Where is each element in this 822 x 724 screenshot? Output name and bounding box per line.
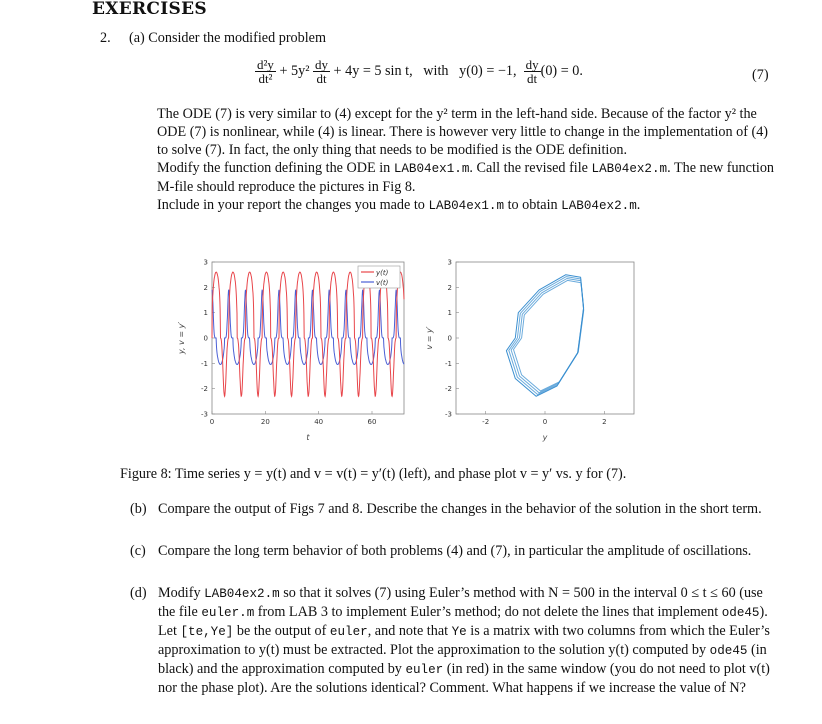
left-legend [358, 266, 400, 288]
eq-ic2: (0) = 0. [540, 62, 583, 79]
d2y-dt2-fraction: $\frac{\text{d²y}}{\text{dt²}}$ [257, 57, 274, 86]
right-ytick-label: -1 [445, 359, 452, 368]
part-a-para3: Include in your report the changes you made to LAB04ex1.m to obtain LAB04ex2.m. [157, 197, 641, 213]
eq-with: with [423, 62, 449, 79]
left-ytick-label: 1 [203, 309, 208, 318]
part-c-text: Compare the long term behavior of both problems (4) and (7), in particular the amplitude of oscillations. [158, 543, 752, 559]
right-ytick-label: -2 [445, 385, 452, 394]
part-b-label: (b) [130, 501, 147, 517]
part-b-text: Compare the output of Figs 7 and 8. Describe the changes in the behavior of the solution in the short term. [158, 501, 762, 517]
right-ytick-label: -3 [445, 410, 452, 419]
left-xtick-label: 0 [209, 418, 215, 426]
legend-v-label: v(t) [376, 279, 389, 287]
right-xlabel: y [542, 433, 548, 442]
left-xlabel: t [306, 433, 310, 442]
right-xtick-label: -2 [482, 418, 490, 426]
right-ytick-label: 0 [447, 334, 452, 343]
left-xtick-label: 20 [260, 418, 270, 426]
left-xtick-label: 60 [367, 418, 377, 426]
section-title: EXERCISES [92, 0, 207, 19]
part-c-label: (c) [130, 543, 146, 559]
figure-8-svg [170, 256, 640, 446]
part-a-para1: The ODE (7) is very similar to (4) except for the y² term in the left-hand side. Because of the factor y² the ODE (7) is nonlinear, while (4) is linear. There is however very little to change in the implementation of (4) to solve (7). In fact, the only thing that needs to be modified is the ODE definition. [157, 106, 769, 158]
part-a-intro-text: Consider the modified problem [148, 30, 327, 46]
eq-rest: + 4y = 5 sin t, [333, 62, 413, 79]
right-ytick-label: 3 [447, 258, 452, 267]
right-xtick-label: 0 [542, 418, 548, 426]
left-ytick-label: 0 [203, 334, 208, 343]
left-ylabel: y, v = y′ [177, 321, 186, 355]
right-xtick-label: 2 [602, 418, 607, 426]
part-a-body [157, 105, 775, 215]
right-ytick-label: 2 [447, 283, 452, 292]
part-d-text: Modify LAB04ex2.m so that it solves (7) using Euler’s method with N = 500 in the interval 0 ≤ t ≤ 60 (use the file euler.m from LAB 3 to implement Euler’s method; do not delete the lines that implement ode45). Let [te,Ye] be the output of euler, and note that Ye is a matrix with two columns from which the Euler’s approximation to y(t) must be extracted. Plot the approximation to the solution y(t) computed by ode45 (in black) and the approximation computed by euler (in red) in the same window (you do not need to plot v(t) nor the phase plot). Are the solutions identical? Comment. What happens if we increase the value of N? [158, 585, 770, 696]
right-ytick-label: 1 [447, 309, 452, 318]
left-ytick-label: 2 [203, 283, 208, 292]
right-ylabel: v = y′ [425, 326, 434, 350]
left-ytick-label: -1 [201, 359, 208, 368]
left-xtick-label: 40 [314, 418, 324, 426]
figure-caption: Figure 8: Time series y = y(t) and v = v(t) = y′(t) (left), and phase plot v = y′ vs. y for (7). [120, 466, 627, 482]
ic2-fraction: $\frac{dy}{dt}$ [525, 57, 539, 86]
dy-dt-fraction: $\frac{dy}{dt}$ [315, 57, 328, 86]
eq-ic1: y(0) = −1, [459, 62, 517, 79]
equation-7 [255, 58, 775, 94]
left-ytick-label: -3 [201, 410, 208, 419]
part-a-intro [129, 29, 326, 47]
figure-8 [170, 256, 640, 446]
eq-term-5y2: + 5y² [279, 62, 310, 79]
left-ytick-label: 3 [203, 258, 208, 267]
part-a-para2: Modify the function defining the ODE in LAB04ex1.m. Call the revised file LAB04ex2.m. The new function M-file should reproduce the pictures in Fig 8. [157, 160, 775, 195]
part-a-label: (a) [129, 30, 145, 46]
left-ytick-label: -2 [201, 385, 208, 394]
part-d-label: (d) [130, 585, 147, 601]
item-number: 2. [100, 30, 111, 46]
equation-number: (7) [752, 67, 769, 83]
legend-y-label: y(t) [376, 269, 389, 277]
